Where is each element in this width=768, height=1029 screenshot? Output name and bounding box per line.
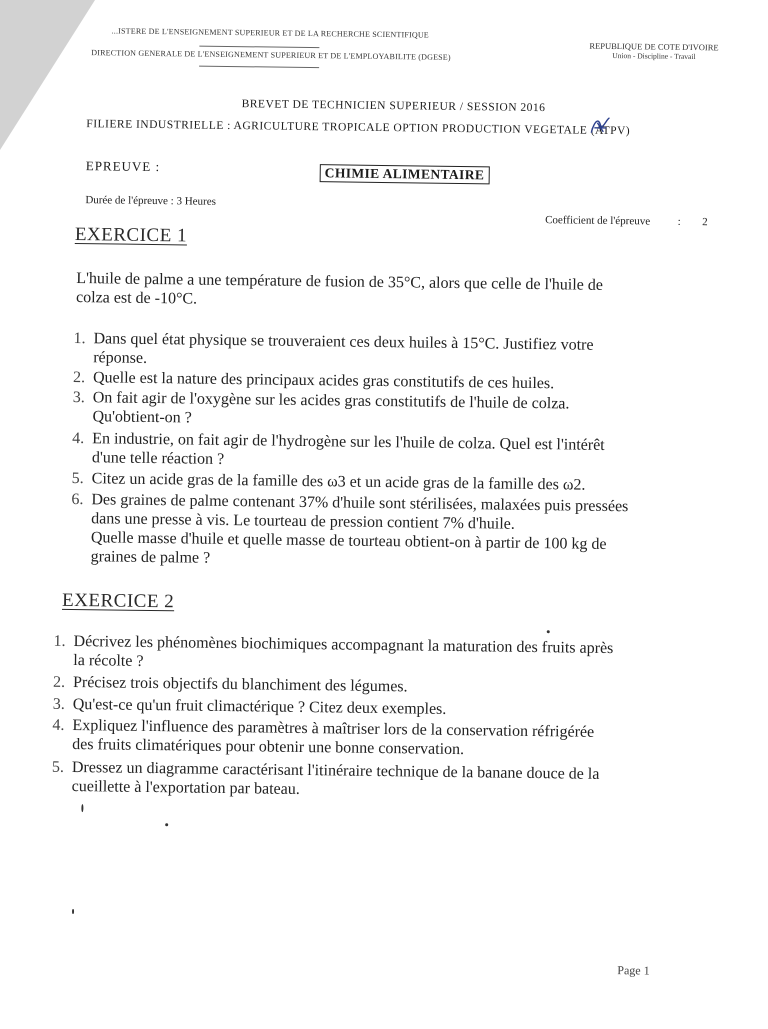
exercise-2-question-4 (52, 716, 732, 763)
republic-motto: Union - Discipline - Travail (612, 50, 696, 62)
epreuve-label: EPREUVE : (85, 158, 161, 175)
question-text: Des graines de palme contenant 37% d'huile sont stérilisées, malaxées puis pressées (91, 491, 629, 516)
coefficient-line (545, 214, 708, 228)
question-text-cont: graines de palme ? (90, 548, 211, 567)
question-text-cont: des fruits climatériques pour obtenir une bonne conservation. (72, 735, 465, 759)
exercise-1-title: EXERCICE 1 (74, 223, 188, 247)
question-text: Dressez un diagramme caractérisant l'itinéraire technique de la banane douce de la (71, 758, 600, 783)
question-text-cont: d'une telle réaction ? (91, 449, 225, 468)
question-text: Quelle est la nature des principaux acides gras constitutifs de ces huiles. (92, 369, 555, 393)
exercise-2-question-5 (52, 758, 732, 805)
duration-line: Durée de l'épreuve : 3 Heures (85, 194, 216, 208)
question-text-cont: Quelle masse d'huile et quelle masse de tourteau obtient-on à partir de 100 kg de (90, 529, 607, 553)
question-number: 5. (51, 758, 65, 776)
exercise-2-question-1 (53, 632, 733, 679)
question-text-cont: cueillette à l'exportation par bateau. (71, 777, 300, 798)
question-text-cont: réponse. (93, 349, 148, 367)
header-rule-2 (199, 66, 319, 69)
coefficient-separator: : (677, 215, 681, 228)
exercise-1-question-6 (71, 490, 742, 575)
question-text: Précisez trois objectifs du blanchiment des légumes. (72, 673, 408, 696)
question-text: Qu'est-ce qu'un fruit climactérique ? Citez deux exemples. (72, 695, 447, 718)
question-number: 3. (52, 695, 65, 713)
stray-mark (72, 909, 74, 914)
question-text: Expliquez l'influence des paramètres à maîtriser lors de la conservation réfrigérée (72, 716, 595, 741)
exercise-1-question-4 (72, 429, 742, 476)
question-text: En industrie, on fait agir de l'hydrogène sur les l'huile de colza. Quel est l'intérêt (92, 430, 605, 454)
header-rule (199, 46, 319, 49)
exercise-1-intro (76, 269, 736, 316)
exam-title: BREVET DE TECHNICIEN SUPERIEUR / SESSION 2016 (241, 98, 546, 115)
question-number: 5. (71, 469, 84, 488)
question-text-cont: dans une presse à vis. Le tourteau de pression contient 7% d'huile. (91, 510, 515, 533)
question-text-cont: Qu'obtient-on ? (92, 408, 192, 427)
ministry-header: ...ISTERE DE L'ENSEIGNEMENT SUPERIEUR ET DE LA RECHERCHE SCIENTIFIQUE (111, 26, 429, 40)
stray-mark (81, 804, 83, 812)
question-text: Décrivez les phénomènes biochimiques accompagnant la maturation des fruits après (73, 632, 614, 658)
intro-line-2: colza est de -10°C. (75, 288, 198, 308)
question-number: 4. (72, 429, 85, 448)
question-number: 6. (71, 490, 84, 509)
question-number: 1. (73, 329, 86, 348)
question-text: Dans quel état physique se trouveraient ces deux huiles à 15°C. Justifiez votre (93, 330, 594, 354)
exercise-2-title: EXERCICE 2 (61, 589, 175, 613)
subject-box: CHIMIE ALIMENTAIRE (320, 164, 490, 184)
question-text: On fait agir de l'oxygène sur les acides gras constitutifs de l'huile de colza. (92, 389, 570, 413)
question-text: Citez un acide gras de la famille des ω3 et un acide gras de la famille des ω2. (91, 470, 586, 494)
question-number: 4. (52, 716, 65, 734)
coefficient-value: 2 (702, 216, 708, 229)
signature-mark-icon (588, 115, 612, 137)
republic-name: REPUBLIQUE DE COTE D'IVOIRE (589, 40, 719, 53)
exercise-1-question-3 (72, 388, 742, 435)
question-text-cont: la récolte ? (73, 651, 144, 670)
direction-header: DIRECTION GENERALE DE L'ENSEIGNEMENT SUPERIEUR ET DE L'EMPLOYABILITE (DGESE) (91, 48, 451, 62)
question-number: 3. (72, 388, 85, 407)
republic-header (589, 41, 719, 62)
question-number: 1. (53, 632, 66, 650)
question-number: 2. (52, 673, 66, 691)
question-number: 2. (72, 368, 86, 387)
intro-line-1: L'huile de palme a une température de fusion de 35°C, alors que celle de l'huile de (76, 269, 604, 294)
filiere-line: FILIERE INDUSTRIELLE : AGRICULTURE TROPICALE OPTION PRODUCTION VEGETALE (ATPV) (86, 118, 631, 138)
page-number: Page 1 (617, 963, 650, 978)
stray-mark (547, 630, 550, 633)
coefficient-label: Coefficient de l'épreuve (545, 214, 651, 228)
stray-mark (165, 823, 168, 826)
